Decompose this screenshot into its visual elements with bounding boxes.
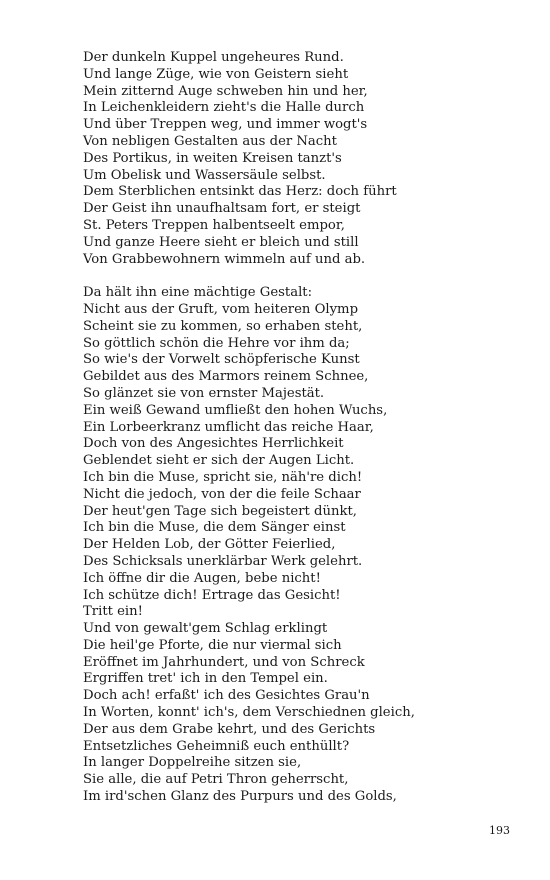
stanza-2: [83, 285, 523, 806]
verse-line: Doch ach! erfaßt' ich des Gesichtes Grau'n: [83, 688, 370, 704]
verse-line: St. Peters Treppen halbentseelt empor,: [83, 217, 345, 233]
verse-line: Des Schicksals unerklärbar Werk gelehrt.: [83, 553, 363, 569]
verse-line: Ich bin die Muse, spricht sie, näh're dich!: [83, 469, 363, 485]
verse-line: Der dunkeln Kuppel ungeheures Rund.: [83, 50, 344, 65]
verse-line: Und lange Züge, wie von Geistern sieht: [83, 66, 349, 82]
verse-line: Doch von des Angesichtes Herrlichkeit: [83, 436, 344, 452]
verse-line: In langer Doppelreihe sitzen sie,: [83, 755, 302, 771]
verse-line: Dem Sterblichen entsinkt das Herz: doch führt: [83, 184, 397, 200]
verse-line: Von Grabbewohnern wimmeln auf und ab.: [83, 251, 366, 267]
verse-line: Eröffnet im Jahrhundert, und von Schreck: [83, 654, 365, 670]
verse-line: Nicht aus der Gruft, vom heiteren Olymp: [83, 301, 359, 317]
verse-line: Und ganze Heere sieht er bleich und still: [83, 234, 359, 250]
verse-line: Sie alle, die auf Petri Thron geherrscht,: [83, 772, 349, 788]
verse-line: Von nebligen Gestalten aus der Nacht: [83, 133, 337, 149]
verse-line: Der aus dem Grabe kehrt, und des Gerichts: [83, 721, 376, 737]
verse-line: Der Geist ihn unaufhaltsam fort, er steigt: [83, 201, 361, 217]
verse-line: Tritt ein!: [83, 604, 143, 620]
verse-line: Entsetzliches Geheimniß euch enthüllt?: [83, 738, 350, 754]
verse-line: In Leichenkleidern zieht's die Halle durch: [83, 100, 365, 116]
verse-line: Nicht die jedoch, von der die feile Schaar: [83, 486, 361, 502]
verse-line: Ich bin die Muse, die dem Sänger einst: [83, 520, 346, 536]
verse-line: Ergriffen tret' ich in den Tempel ein.: [83, 671, 328, 687]
verse-line: Da hält ihn eine mächtige Gestalt:: [83, 285, 313, 301]
verse-line: Scheint sie zu kommen, so erhaben steht,: [83, 318, 363, 334]
verse-line: So wie's der Vorwelt schöpferische Kunst: [83, 352, 360, 368]
verse-line: Und über Treppen weg, und immer wogt's: [83, 117, 368, 133]
verse-line: Ein weiß Gewand umfließt den hohen Wuchs,: [83, 402, 388, 418]
verse-line: Des Portikus, in weiten Kreisen tanzt's: [83, 150, 342, 166]
verse-line: In Worten, konnt' ich's, dem Verschiednen gleich,: [83, 705, 415, 721]
verse-line: So göttlich schön die Hehre vor ihm da;: [83, 335, 350, 351]
verse-line: Und von gewalt'gem Schlag erklingt: [83, 621, 328, 637]
verse-line: Ich öffne dir die Augen, bebe nicht!: [83, 570, 321, 586]
stanza-1: [83, 50, 523, 268]
verse-line: So glänzet sie von ernster Majestät.: [83, 385, 325, 401]
verse-line: Um Obelisk und Wassersäule selbst.: [83, 167, 326, 183]
verse-line: Der Helden Lob, der Götter Feierlied,: [83, 537, 336, 553]
verse-line: Mein zitternd Auge schweben hin und her,: [83, 83, 368, 99]
verse-line: Die heil'ge Pforte, die nur viermal sich: [83, 637, 342, 653]
verse-line: Gebildet aus des Marmors reinem Schnee,: [83, 369, 369, 385]
page-number: 193: [489, 824, 510, 837]
verse-line: Der heut'gen Tage sich begeistert dünkt,: [83, 503, 357, 519]
verse-line: Ich schütze dich! Ertrage das Gesicht!: [83, 587, 341, 603]
poem-text: [83, 50, 523, 806]
verse-line: Im ird'schen Glanz des Purpurs und des Golds,: [83, 789, 397, 805]
verse-line: Ein Lorbeerkranz umflicht das reiche Haar,: [83, 419, 374, 435]
verse-line: Geblendet sieht er sich der Augen Licht.: [83, 453, 355, 469]
